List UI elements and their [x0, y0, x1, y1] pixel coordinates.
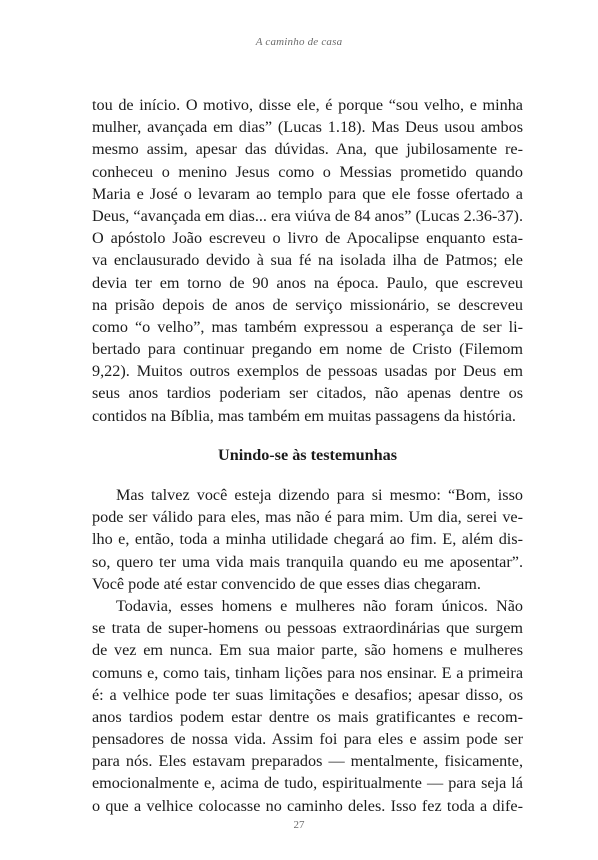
text-line: contidos na Bíblia, mas também em muitas passagens da história. [92, 406, 516, 425]
text-line: se trata de super-homens ou pessoas extraordinárias que surgem [92, 619, 523, 638]
body-text [92, 94, 523, 817]
text-line: 9,22). Muitos outros exemplos de pessoas usadas por Deus em [92, 362, 523, 381]
text-line: comuns e, como tais, tinham lições para nos ensinar. E a primeira [92, 663, 523, 682]
text-line: é: a velhice pode ter suas limitações e desafios; apesar disso, os [92, 685, 523, 704]
text-line: de vez em nunca. Em sua maior parte, são homens e mulheres [92, 641, 523, 660]
text-line: emocionalmente e, acima de tudo, espiritualmente — para seja lá [92, 774, 523, 793]
text-line: tou de início. O motivo, disse ele, é porque “sou velho, e minha [92, 96, 523, 114]
text-line: mesmo assim, apesar das dúvidas. Ana, que jubilosamente re- [92, 140, 523, 159]
text-line: pensadores de nossa vida. Assim foi para eles e assim pode ser [92, 730, 523, 749]
text-line: como “o velho”, mas também expressou a esperança de ser li- [92, 317, 523, 336]
text-line: Mas talvez você esteja dizendo para si mesmo: “Bom, isso [116, 486, 523, 504]
text-line: o que a velhice colocasse no caminho deles. Isso fez toda a dife- [92, 796, 523, 815]
text-line: Deus, “avançada em dias... era viúva de 84 anos” (Lucas 2.36-37). [92, 206, 523, 225]
running-head: A caminho de casa [255, 36, 343, 48]
text-line: lho e, então, toda a minha utilidade chegará ao fim. E, além dis- [92, 530, 523, 549]
text-line: conheceu o menino Jesus como o Messias prometido quando [92, 162, 523, 181]
paragraph-2 [92, 484, 523, 595]
text-line: va enclausurado devido à sua fé na isolada ilha de Patmos; ele [92, 251, 523, 270]
text-line: na prisão depois de anos de serviço missionário, se descreveu [92, 295, 523, 314]
text-line: mulher, avançada em dias” (Lucas 1.18). Mas Deus usou ambos [92, 118, 523, 137]
text-line: pode ser válido para eles, mas não é para mim. Um dia, serei ve- [92, 508, 523, 527]
text-line: anos tardios podem estar dentre os mais gratificantes e recom- [92, 707, 523, 726]
text-line: seus anos tardios poderiam ser citados, não apenas dentre os [92, 384, 523, 403]
text-line: bertado para continuar pregando em nome de Cristo (Filemom [92, 340, 523, 359]
paragraph-1 [92, 94, 523, 427]
section-heading: Unindo-se às testemunhas [218, 445, 397, 464]
text-line: so, quero ter uma vida mais tranquila quando eu me aposentar”. [92, 552, 523, 571]
text-line: Maria e José o levaram ao templo para que ele fosse ofertado a [92, 184, 523, 203]
paragraph-3 [92, 595, 523, 817]
text-line: O apóstolo João escreveu o livro de Apocalipse enquanto esta- [92, 229, 523, 248]
text-line: para nós. Eles estavam preparados — mentalmente, fisicamente, [92, 752, 523, 771]
page-number: 27 [293, 819, 305, 831]
text-line: Você pode até estar convencido de que esses dias chegaram. [92, 574, 481, 593]
text-line: devia ter em torno de 90 anos na época. Paulo, que escreveu [92, 273, 523, 292]
text-line: Todavia, esses homens e mulheres não foram únicos. Não [116, 596, 523, 615]
